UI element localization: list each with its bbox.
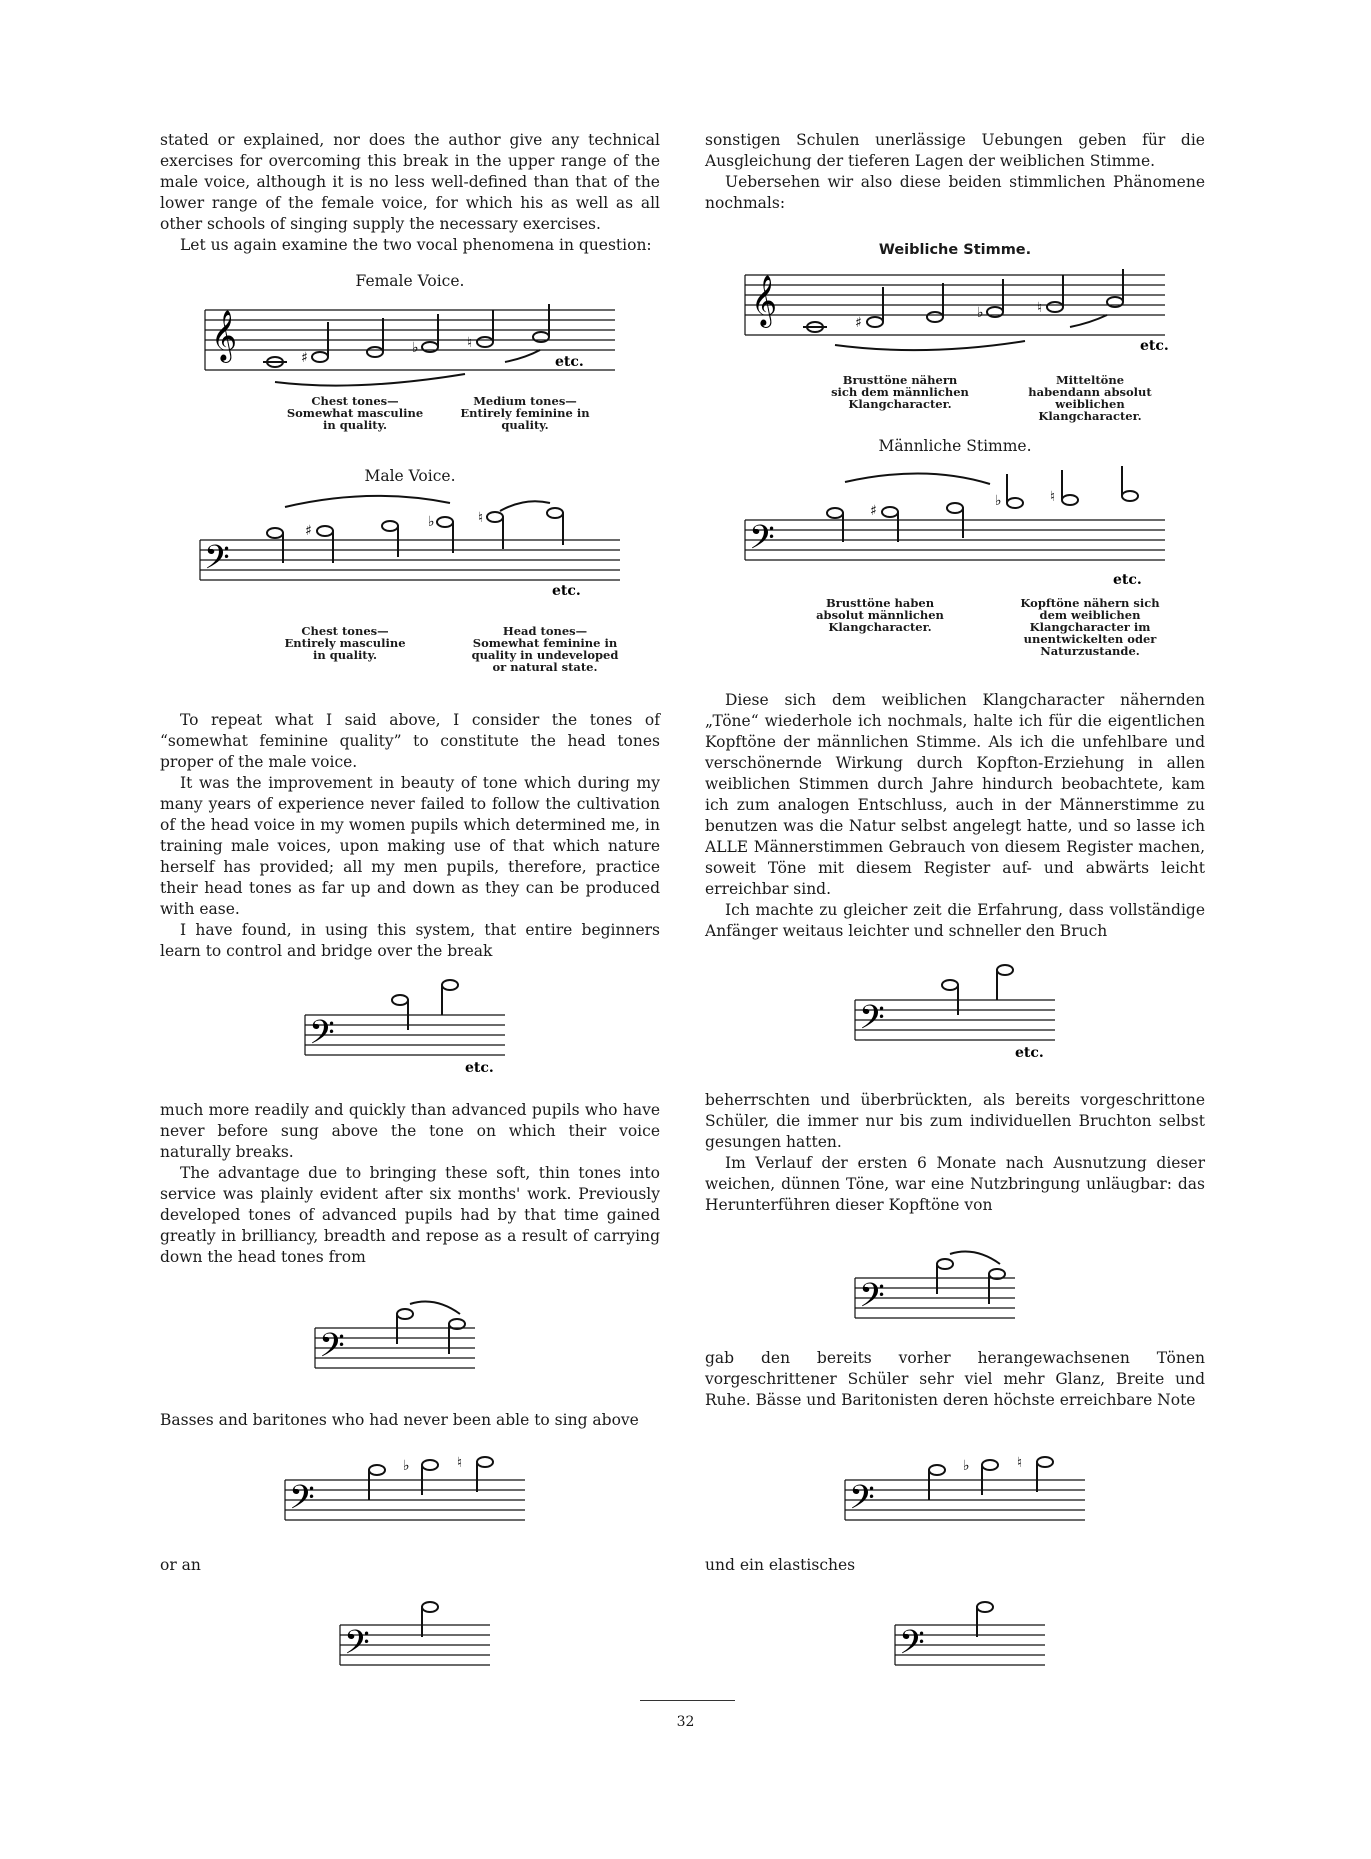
caption-brusttoene: Brusttöne nähern sich dem männlichen Klangcharacter. [831,373,969,411]
music-staff-high-note-german [895,1595,1075,1675]
svg-text:𝄢: 𝄢 [859,1277,885,1323]
music-staff-break-english [305,975,525,1075]
svg-text:♯: ♯ [855,315,862,331]
english-column-continued [160,710,660,962]
caption-medium-tones: Medium tones—Entirely feminine in quality. [460,394,590,432]
caption-kopftoene: Kopftöne nähern sich dem weiblichen Klangcharacter im unentwickelten oder Naturzustande. [1020,596,1160,658]
etc-label: etc. [552,583,581,599]
paragraph: Let us again examine the two vocal phenomena in question: [180,236,652,254]
german-column-continued-2 [705,1090,1205,1216]
music-staff-head-tones-english [315,1300,515,1380]
svg-text:𝄢: 𝄢 [289,1479,315,1525]
svg-text:♮: ♮ [478,510,484,526]
female-voice-title: Female Voice. [355,272,465,290]
svg-text:𝄞: 𝄞 [211,310,238,361]
music-staff-head-tones-german [855,1250,1055,1330]
svg-text:♯: ♯ [301,350,308,366]
paragraph: Ich machte zu gleicher zeit die Erfahrung, dass vollständige Anfänger weitaus leichter und schneller den Bruch [705,901,1205,940]
paragraph: Uebersehen wir also diese beiden stimmlichen Phänomene nochmals: [705,173,1205,212]
caption-mitteltoene: Mitteltöne habendann absolut weiblichen Klangcharacter. [1028,373,1152,423]
german-column-continued [705,690,1205,942]
music-staff-baritone-english [285,1440,545,1530]
svg-text:𝄢: 𝄢 [849,1479,875,1525]
music-staff-high-note-english [340,1595,520,1675]
svg-text:𝄢: 𝄢 [859,999,885,1045]
etc-label: etc. [1015,1045,1044,1061]
english-column-continued-2 [160,1100,660,1268]
caption-brusttoene-maennlich: Brusttöne haben absolut männlichen Klangcharacter. [816,596,944,634]
etc-label: etc. [555,354,584,370]
svg-text:♮: ♮ [467,335,473,351]
svg-text:♭: ♭ [963,1458,970,1474]
music-staff-baritone-german [845,1440,1105,1530]
paragraph: gab den bereits vorher herangewachsenen Tönen vorgeschrittener Schüler sehr viel mehr Glanz, Breite und Ruhe. Bässe und Baritonisten deren höchste erreichbare Note [705,1349,1205,1409]
svg-text:♯: ♯ [305,523,312,539]
caption-head-tones: Head tones—Somewhat feminine in quality in undeveloped or natural state. [471,624,619,674]
svg-text:♭: ♭ [403,1458,410,1474]
caption-chest-tones-male: Chest tones—Entirely masculine in quality. [284,624,406,662]
etc-label: etc. [1113,572,1142,588]
footer-rule [640,1700,735,1701]
music-staff-maennliche-stimme [745,470,1205,590]
etc-label: etc. [465,1060,494,1076]
paragraph: beherrschten und überbrückten, als bereits vorgeschrittone Schüler, die immer nur bis zum individuellen Bruchton selbst gesungen hatten. [705,1091,1205,1151]
paragraph: sonstigen Schulen unerlässige Uebungen geben für die Ausgleichung der tieferen Lagen der weiblichen Stimme. [705,131,1205,170]
page-number: 32 [676,1714,695,1730]
svg-text:♮: ♮ [1017,1455,1023,1471]
paragraph: Diese sich dem weiblichen Klangcharacter nähernden „Töne“ wiederhole ich nochmals, halte ich für die eigentlichen Kopftöne der männlichen Stimme. Als ich die unfehlbare und verschönernde Wirkung durch Kopfton-Erziehung in allen weiblichen Stimmen durch Jahre hindurch beobachtete, kam ich zum analogen Entschluss, auch in der Männerstimme zu benutzen was die Natur selbst angelegt hatte, und so lasse ich ALLE Männerstimmen Gebrauch von diesem Register machen, soweit Töne mit diesem Register auf- und abwärts leicht erreichbar sind. [705,691,1205,898]
caption-chest-tones: Chest tones—Somewhat masculine in quality. [286,394,424,432]
male-voice-title: Male Voice. [364,467,456,485]
paragraph: stated or explained, nor does the author give any technical exercises for overcoming this break in the upper range of the male voice, although it is no less well-defined than that of the lower range of the female voice, for which his as well as all other schools of singing supply the necessary exercises. [160,131,660,233]
music-staff-weibliche-stimme [745,265,1185,365]
svg-text:𝄢: 𝄢 [899,1624,925,1670]
svg-text:𝄢: 𝄢 [204,539,230,585]
paragraph: It was the improvement in beauty of tone which during my many years of experience never failed to follow the cultivation of the head voice in my women pupils which determined me, in training male voices, upon making use of that which nature herself has provided; all my men pupils, therefore, practice their head tones as far up and down as they can be produced with ease. [160,774,660,918]
german-column-continued-3 [705,1348,1205,1411]
svg-text:♯: ♯ [870,503,877,519]
paragraph: I have found, in using this system, that entire beginners learn to control and bridge over the break [160,921,660,960]
svg-text:𝄢: 𝄢 [344,1624,370,1670]
svg-text:♮: ♮ [457,1455,463,1471]
svg-text:♭: ♭ [977,305,984,321]
english-column [160,130,660,256]
music-staff-male-voice [200,495,660,605]
svg-text:♭: ♭ [412,340,419,356]
svg-text:♮: ♮ [1037,300,1043,316]
paragraph: much more readily and quickly than advanced pupils who have never before sung above the tone on which their voice naturally breaks. [160,1101,660,1161]
paragraph: The advantage due to bringing these soft, thin tones into service was plainly evident after six months' work. Previously developed tones of advanced pupils had by that time gained greatly in brilliancy, breadth and repose as a result of carrying down the head tones from [160,1164,660,1266]
paragraph: To repeat what I said above, I consider the tones of “somewhat feminine quality” to constitute the head tones proper of the male voice. [160,711,660,771]
svg-text:♮: ♮ [1050,489,1056,505]
svg-text:𝄢: 𝄢 [309,1014,335,1060]
music-staff-break-german [855,960,1075,1060]
paragraph: und ein elastisches [705,1556,856,1574]
maennliche-stimme-title: Männliche Stimme. [878,437,1032,455]
paragraph: or an [160,1556,201,1574]
svg-text:♭: ♭ [428,514,435,530]
german-column [705,130,1205,214]
svg-text:♭: ♭ [995,493,1002,509]
weibliche-stimme-title: Weibliche Stimme. [878,242,1032,258]
paragraph: Im Verlauf der ersten 6 Monate nach Ausnutzung dieser weichen, dünnen Töne, war eine Nutzbringung unläugbar: das Herunterführen dieser Kopftöne von [705,1154,1205,1214]
svg-text:𝄞: 𝄞 [751,275,778,326]
svg-text:𝄢: 𝄢 [319,1327,345,1373]
paragraph: Basses and baritones who had never been able to sing above [160,1411,639,1429]
etc-label: etc. [1140,338,1169,354]
svg-text:𝄢: 𝄢 [749,519,775,565]
